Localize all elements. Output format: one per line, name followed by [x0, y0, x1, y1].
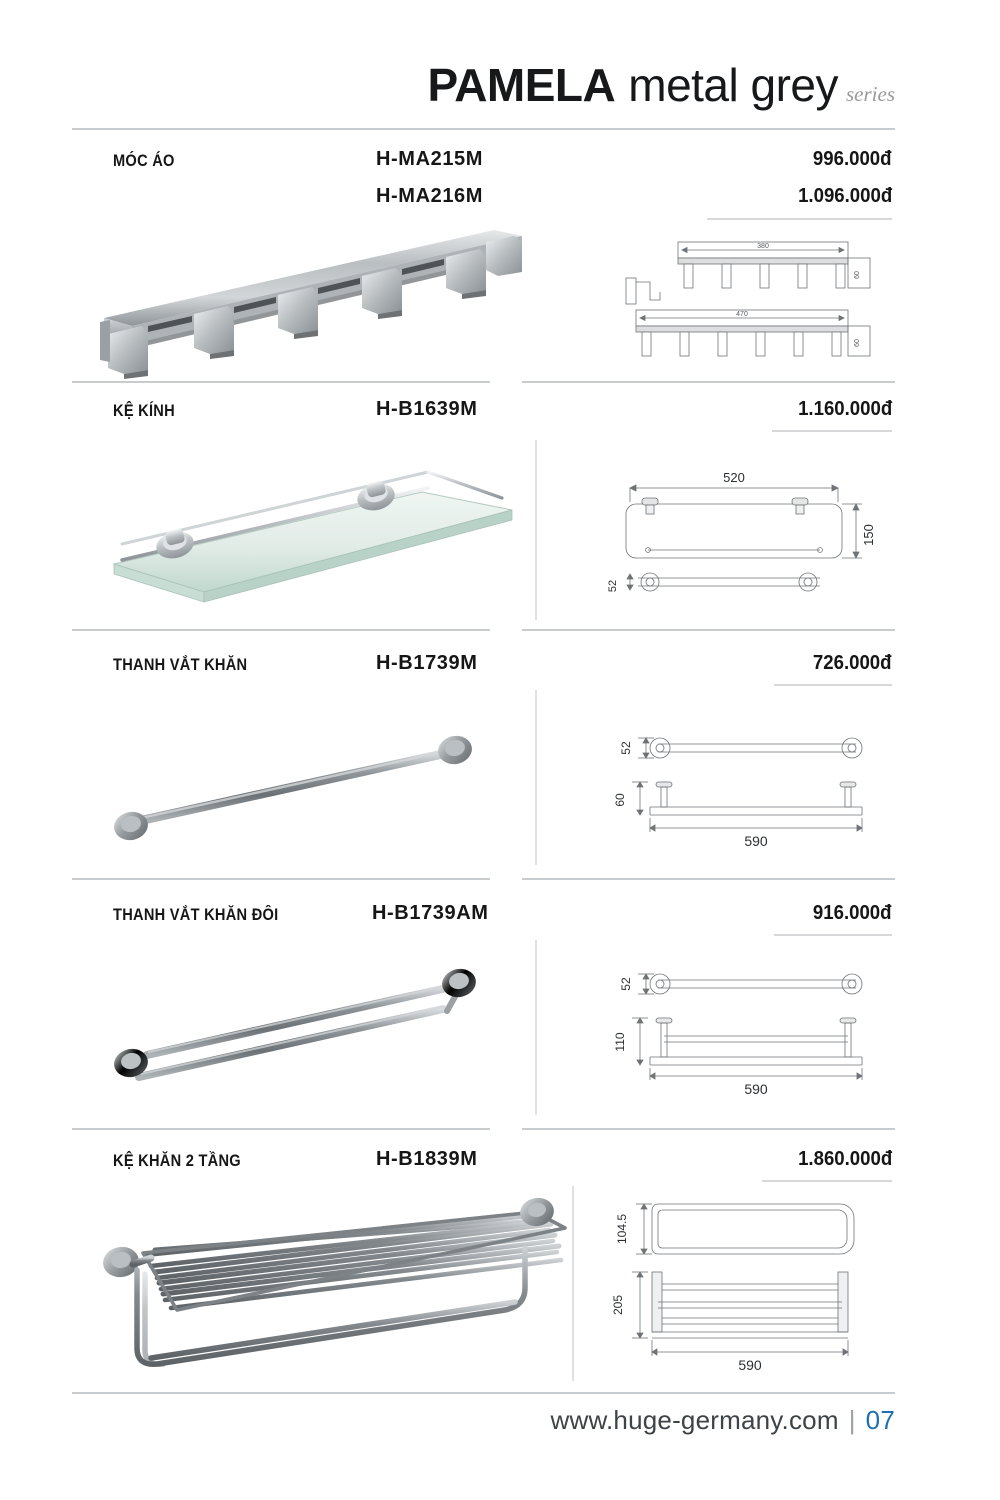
dimension-label: 52: [619, 977, 633, 991]
product-name: KỆ KHĂN 2 TẦNG: [113, 1151, 241, 1170]
dimension-label: 470: [736, 311, 748, 318]
price-underline: [707, 218, 892, 220]
product-code: H-B1639M: [376, 398, 478, 420]
row-divider-right: [522, 1128, 895, 1130]
product-code: H-B1839M: [376, 1148, 478, 1170]
product-price: 1.160.000đ: [797, 398, 892, 420]
dimension-label: 590: [738, 1357, 762, 1373]
dimension-label: 590: [744, 1081, 768, 1097]
two-tier-towel-shelf-photo: [85, 1198, 585, 1388]
dimension-label: 205: [611, 1294, 625, 1316]
dimension-label: 52: [607, 579, 619, 593]
product-code: H-B1739M: [376, 652, 478, 674]
glass-shelf-photo: [92, 452, 532, 617]
dimension-label: 150: [861, 524, 876, 546]
dimension-label: 380: [757, 243, 769, 250]
product-code: H-B1739AM: [372, 902, 489, 924]
product-name: KỆ KÍNH: [113, 401, 175, 420]
row-divider-left: [72, 381, 490, 383]
header-divider: [72, 128, 895, 130]
row-divider-left: [72, 878, 490, 880]
series-title-light: metal grey: [628, 59, 838, 111]
double-towel-bar-drawing: [613, 968, 900, 1097]
two-tier-towel-shelf-drawing: [610, 1192, 900, 1372]
column-divider: [535, 940, 537, 1115]
website-url[interactable]: www.huge-germany.com: [550, 1405, 839, 1435]
dimension-label: 60: [854, 271, 861, 279]
coat-hook-rail-photo: [86, 222, 526, 377]
double-towel-bar-photo: [95, 955, 505, 1100]
towel-bar-drawing: [613, 730, 900, 850]
row-divider-left: [72, 1128, 490, 1130]
product-code-secondary: H-MA216M: [376, 185, 484, 207]
product-code: H-MA215M: [376, 148, 484, 170]
series-title-main: PAMELA: [427, 59, 616, 111]
dimension-label: 104.5: [615, 1213, 629, 1245]
row-divider-right: [522, 381, 895, 383]
footer-separator: |: [848, 1405, 856, 1435]
dimension-label: 60: [854, 339, 861, 347]
footer-divider: [72, 1392, 895, 1394]
page-footer: [551, 1405, 895, 1436]
price-underline: [774, 684, 892, 686]
dimension-label: 590: [744, 833, 768, 849]
product-name: MÓC ÁO: [113, 151, 175, 170]
product-name: THANH VẮT KHĂN: [113, 655, 248, 674]
towel-bar-photo: [95, 725, 495, 855]
dimension-label: 52: [619, 741, 633, 755]
product-price: 916.000đ: [813, 902, 892, 924]
page-number: 07: [865, 1405, 895, 1435]
price-underline: [762, 1180, 892, 1182]
dimension-label: 520: [723, 470, 745, 485]
column-divider: [572, 1186, 574, 1381]
product-price: 1.860.000đ: [797, 1148, 892, 1170]
series-title-suffix: series: [846, 82, 895, 106]
row-divider-left: [72, 629, 490, 631]
price-underline: [772, 430, 892, 432]
row-divider-right: [522, 629, 895, 631]
dimension-label: 110: [613, 1032, 627, 1052]
product-price-secondary: 1.096.000đ: [797, 185, 892, 207]
page-header: [72, 58, 895, 120]
product-price: 996.000đ: [813, 148, 892, 170]
column-divider: [535, 690, 537, 865]
price-underline: [774, 934, 892, 936]
product-price: 726.000đ: [813, 652, 892, 674]
row-divider-right: [522, 878, 895, 880]
glass-shelf-drawing: [607, 458, 909, 613]
product-name: THANH VẮT KHĂN ĐÔI: [113, 905, 279, 924]
dimension-label: 60: [613, 793, 627, 807]
column-divider: [535, 440, 537, 620]
coat-hook-rail-drawing: [612, 228, 902, 368]
